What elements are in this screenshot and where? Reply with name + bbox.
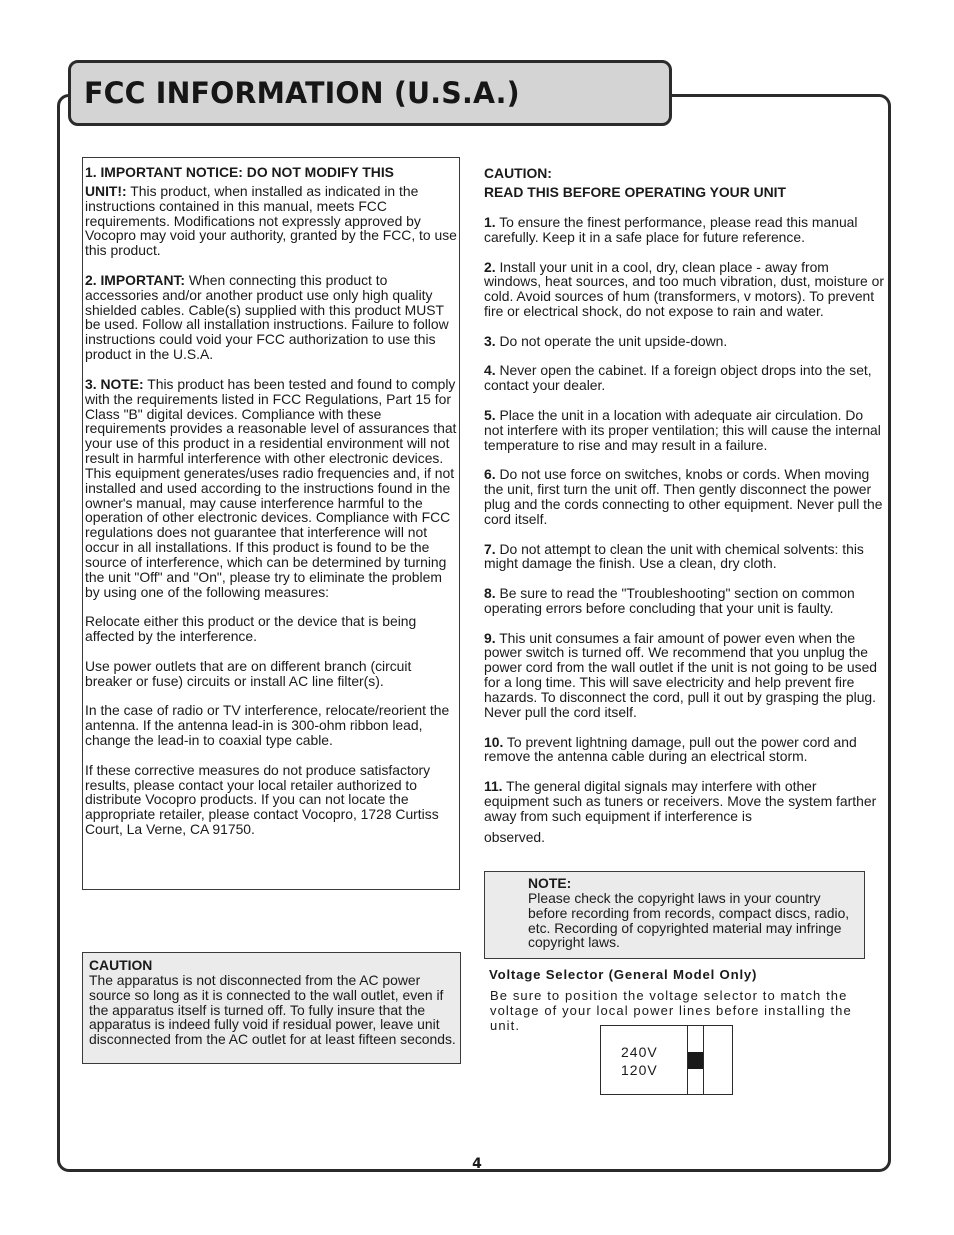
caution-items [484,215,884,824]
caution-item [484,467,884,526]
caution-heading-line-2: READ THIS BEFORE OPERATING YOUR UNIT [484,184,787,200]
caution-item [484,334,884,349]
caution-item-text: Never open the cabinet. If a foreign object drops into the set, contact your dealer. [484,362,872,394]
caution-item-text: To prevent lightning damage, pull out the power cord and remove the antenna cable during an electrical storm. [484,733,857,765]
voltage-label-240: 240V [621,1044,658,1060]
caution-item [484,542,884,572]
measure-1: Relocate either this product or the device that is being affected by the interference. [85,613,417,645]
note-text: Please check the copyright laws in your country before recording from records, compact discs, radio, etc. Recording of copyrighted material may infringe copyright laws. [528,889,850,951]
caution-item-text: Place the unit in a location with adequate air circulation. Do not interfere with its proper ventilation; this will cause the internal temperature to rise and may result in a failure. [484,406,881,453]
notice-1-text: This product, when installed as indicated in the instructions contained in this manual, meets FCC requirements. Modifications not expressly approved by Vocopro may void your authority, granted by the FCC, to use this product. [85,182,457,259]
caution-item [484,631,884,720]
caution-item [484,260,884,319]
caution-item [484,735,884,765]
caution-box [82,952,461,1064]
caution-item-11-end: observed. [484,828,546,845]
voltage-switch-knob [688,1052,703,1069]
caution-item-text: Install your unit in a cool, dry, clean place - away from windows, heat sources, and too much vibration, dust, moisture or cold. Avoid sources of hum (transformers, v motors). To prevent fire or electrical shock, do not expose to rain and water. [484,258,884,320]
measure-2: Use power outlets that are on different branch (circuit breaker or fuse) circuits or install AC line filter(s). [85,657,412,689]
caution-item [484,408,884,453]
notice-2 [85,273,457,362]
caution-item-number: 10. [484,733,504,750]
caution-item-number: 7. [484,540,496,557]
caution-item-number: 4. [484,362,496,379]
voltage-selector-title: Voltage Selector (General Model Only) [489,967,758,982]
caution-item-number: 9. [484,629,496,646]
caution-item [484,586,884,616]
caution-item-number: 6. [484,466,496,483]
notice-1-heading: 1. IMPORTANT NOTICE: DO NOT MODIFY THIS [85,164,394,180]
operating-caution [484,164,884,844]
notice-1-label: UNIT!: [85,182,127,199]
caution-heading-line-1: CAUTION: [484,165,552,181]
fcc-notice-box [82,157,460,890]
voltage-label-120: 120V [621,1062,658,1078]
caution-item [484,779,884,824]
page-number: 4 [472,1156,482,1172]
note-box [484,871,865,959]
note-title: NOTE: [528,875,572,891]
caution-item-number: 1. [484,214,496,230]
caution-item-text: Be sure to read the "Troubleshooting" section on common operating errors before concluding that your unit is faulty. [484,585,855,616]
notice-3-label: 3. NOTE: [85,375,144,392]
caution-item-number: 2. [484,258,496,275]
measure-4: If these corrective measures do not produce satisfactory results, please contact your local retailer authorized to distribute Vocopro products. If you can not locate the appropriate retailer, please contact Vocopro, 1728 Curtiss Court, La Verne, CA 91750. [85,761,439,838]
caution-box-text: The apparatus is not disconnected from the AC power source so long as it is connected to the wall outlet, even if the apparatus itself is turned off. To fully insure that the apparatus is indeed fully void if residual power, leave unit disconnected from the AC outlet for at least fifteen seconds. [89,971,456,1048]
title-tab [68,60,672,126]
caution-item [484,215,884,245]
caution-item-text: To ensure the finest performance, please read this manual carefully. Keep it in a safe place for future reference. [484,214,858,245]
caution-item-text: This unit consumes a fair amount of power even when the power switch is turned off. We recommend that you unplug the power cord from the wall outlet if the unit is not going to be used for a long time. This will save electricity and help prevent fire hazards. To disconnect the cord, pull it out by grasping the plug. Never pull the cord itself. [484,629,878,720]
caution-item-number: 11. [484,778,503,795]
notice-3 [85,377,457,600]
measure-3: In the case of radio or TV interference, relocate/reorient the antenna. If the antenna lead-in is 300-ohm ribbon lead, change the lead-in to coaxial type cable. [85,702,450,749]
caution-item-text: Do not operate the unit upside-down. [495,332,728,349]
voltage-selector-diagram [600,1025,733,1095]
caution-item [484,363,884,393]
caution-heading [484,164,884,202]
voltage-selector-text: Be sure to position the voltage selector to match the voltage of your local power lines before installing the unit. [490,988,852,1033]
voltage-switch [687,1025,704,1095]
caution-item-number: 8. [484,585,496,602]
caution-item-number: 3. [484,332,496,349]
notice-2-label: 2. IMPORTANT: [85,271,186,288]
caution-item-text: Do not use force on switches, knobs or cords. When moving the unit, first turn the unit off. Then gently disconnect the power plug and the cords connecting to other equipment. Never pull the cord itself. [484,466,883,527]
voltage-labels [621,1043,658,1079]
page-title: FCC INFORMATION (U.S.A.) [84,76,520,110]
notice-2-text: When connecting this product to accessories and/or another product use only high quality shielded cables. Cable(s) supplied with this product MUST be used. Follow all installation instructions. Failure to follow instructions could void your FCC authorization to use this product in the U.S.A. [85,271,449,363]
caution-item-text: The general digital signals may interfere with other equipment such as tuners or receivers. Move the system farther away from such equipment if interference is [484,778,877,824]
notice-1 [85,184,457,258]
notice-3-text: This product has been tested and found to comply with the requirements listed in FCC Regulations, Part 15 for Class "B" digital devices. Compliance with these requirements provides a reasonable level of assurances that your use of this product in a residential environment will not result in harmful interference with other electronic devices. This equipment generates/uses radio frequencies and, if not installed and used according to the instructions found in the owner's manual, may cause interference harmful to the operation of other electronic devices. Compliance with FCC regulations does not guarantee that interference will not occur in all installations. If this product is found to be the source of interference, which can be determined by turning the unit "Off" and "On", please try to eliminate the problem by using one of the following measures: [85,375,457,600]
caution-item-text: Do not attempt to clean the unit with chemical solvents: this might damage the finish. Use a clean, dry cloth. [484,540,864,572]
caution-item-number: 5. [484,406,496,423]
caution-box-title: CAUTION [89,957,153,973]
